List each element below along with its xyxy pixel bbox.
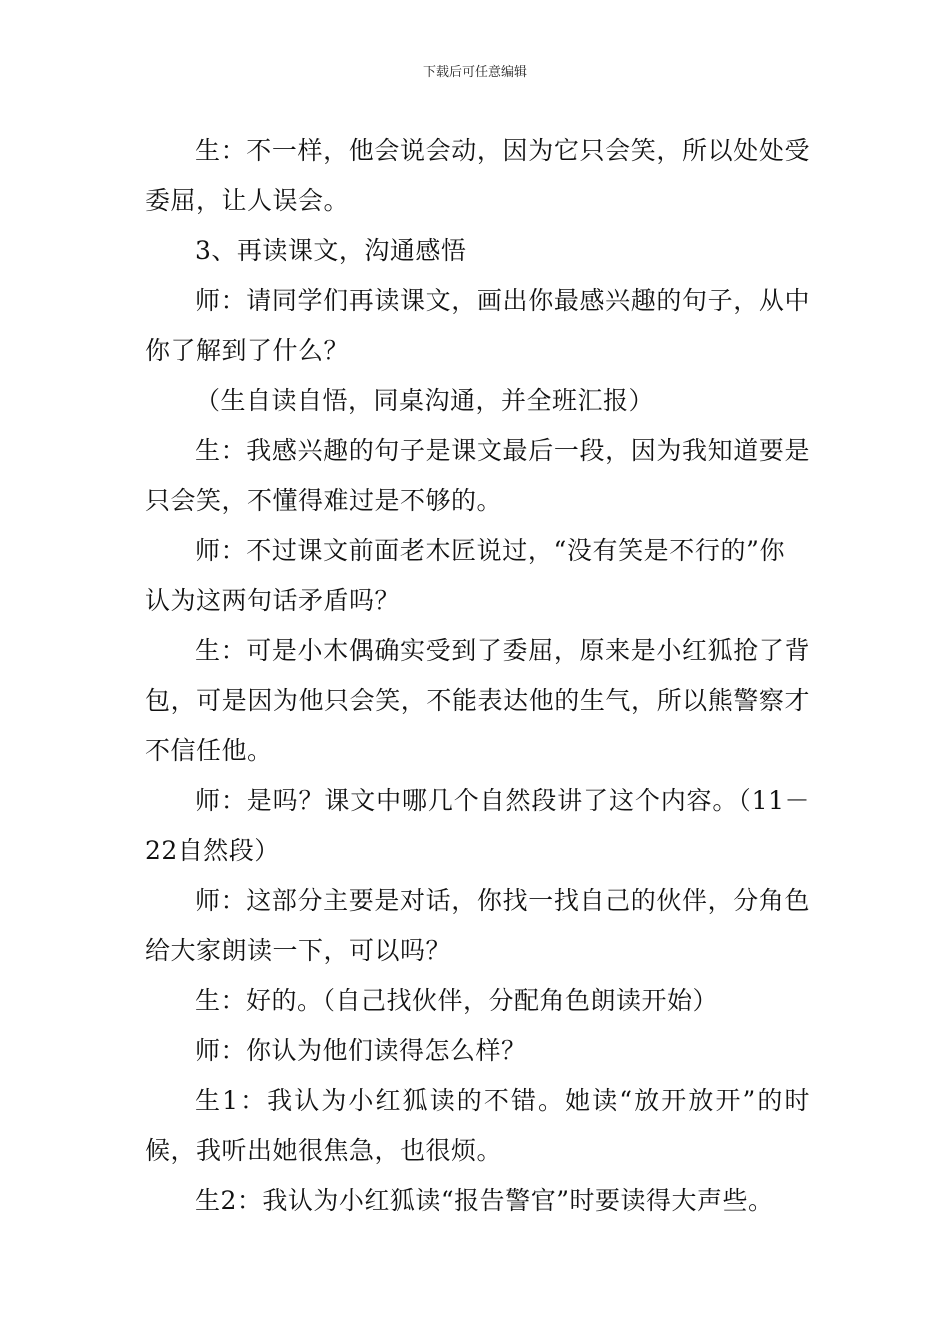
paragraph-12: 生1：我认为小红狐读的不错。她读“放开放开”的时候，我听出她很焦急，也很烦。 xyxy=(145,1086,810,1165)
paragraph-13: 生2：我认为小红狐读“报告警官”时要读得大声些。 xyxy=(195,1186,774,1215)
paragraph-11: 师：你认为他们读得怎么样？ xyxy=(195,1036,527,1065)
paragraph-7: 生：可是小木偶确实受到了委屈，原来是小红狐抢了背包，可是因为他只会笑，不能表达他的生气，所以熊警察才不信任他。 xyxy=(145,636,810,765)
page-header: 下载后可任意编辑 xyxy=(422,65,527,80)
paragraph-3: 师：请同学们再读课文，画出你最感兴趣的句子，从中你了解到了什么？ xyxy=(145,286,810,365)
paragraph-10: 生：好的。（自己找伙伴，分配角色朗读开始） xyxy=(195,986,719,1015)
document-body xyxy=(145,126,810,1226)
paragraph-9: 师：这部分主要是对话，你找一找自己的伙伴，分角色给大家朗读一下，可以吗？ xyxy=(145,886,810,965)
paragraph-1: 生：不一样，他会说会动，因为它只会笑，所以处处受委屈，让人误会。 xyxy=(145,136,810,215)
paragraph-4: （生自读自悟，同桌沟通，并全班汇报） xyxy=(195,386,655,415)
paragraph-8: 师：是吗？课文中哪几个自然段讲了这个内容。（11－22自然段） xyxy=(145,786,810,865)
paragraph-6: 师：不过课文前面老木匠说过，“没有笑是不行的”你认为这两句话矛盾吗？ xyxy=(145,536,785,615)
paragraph-2: 3、再读课文，沟通感悟 xyxy=(195,236,467,265)
paragraph-5: 生：我感兴趣的句子是课文最后一段，因为我知道要是只会笑，不懂得难过是不够的。 xyxy=(145,436,810,515)
